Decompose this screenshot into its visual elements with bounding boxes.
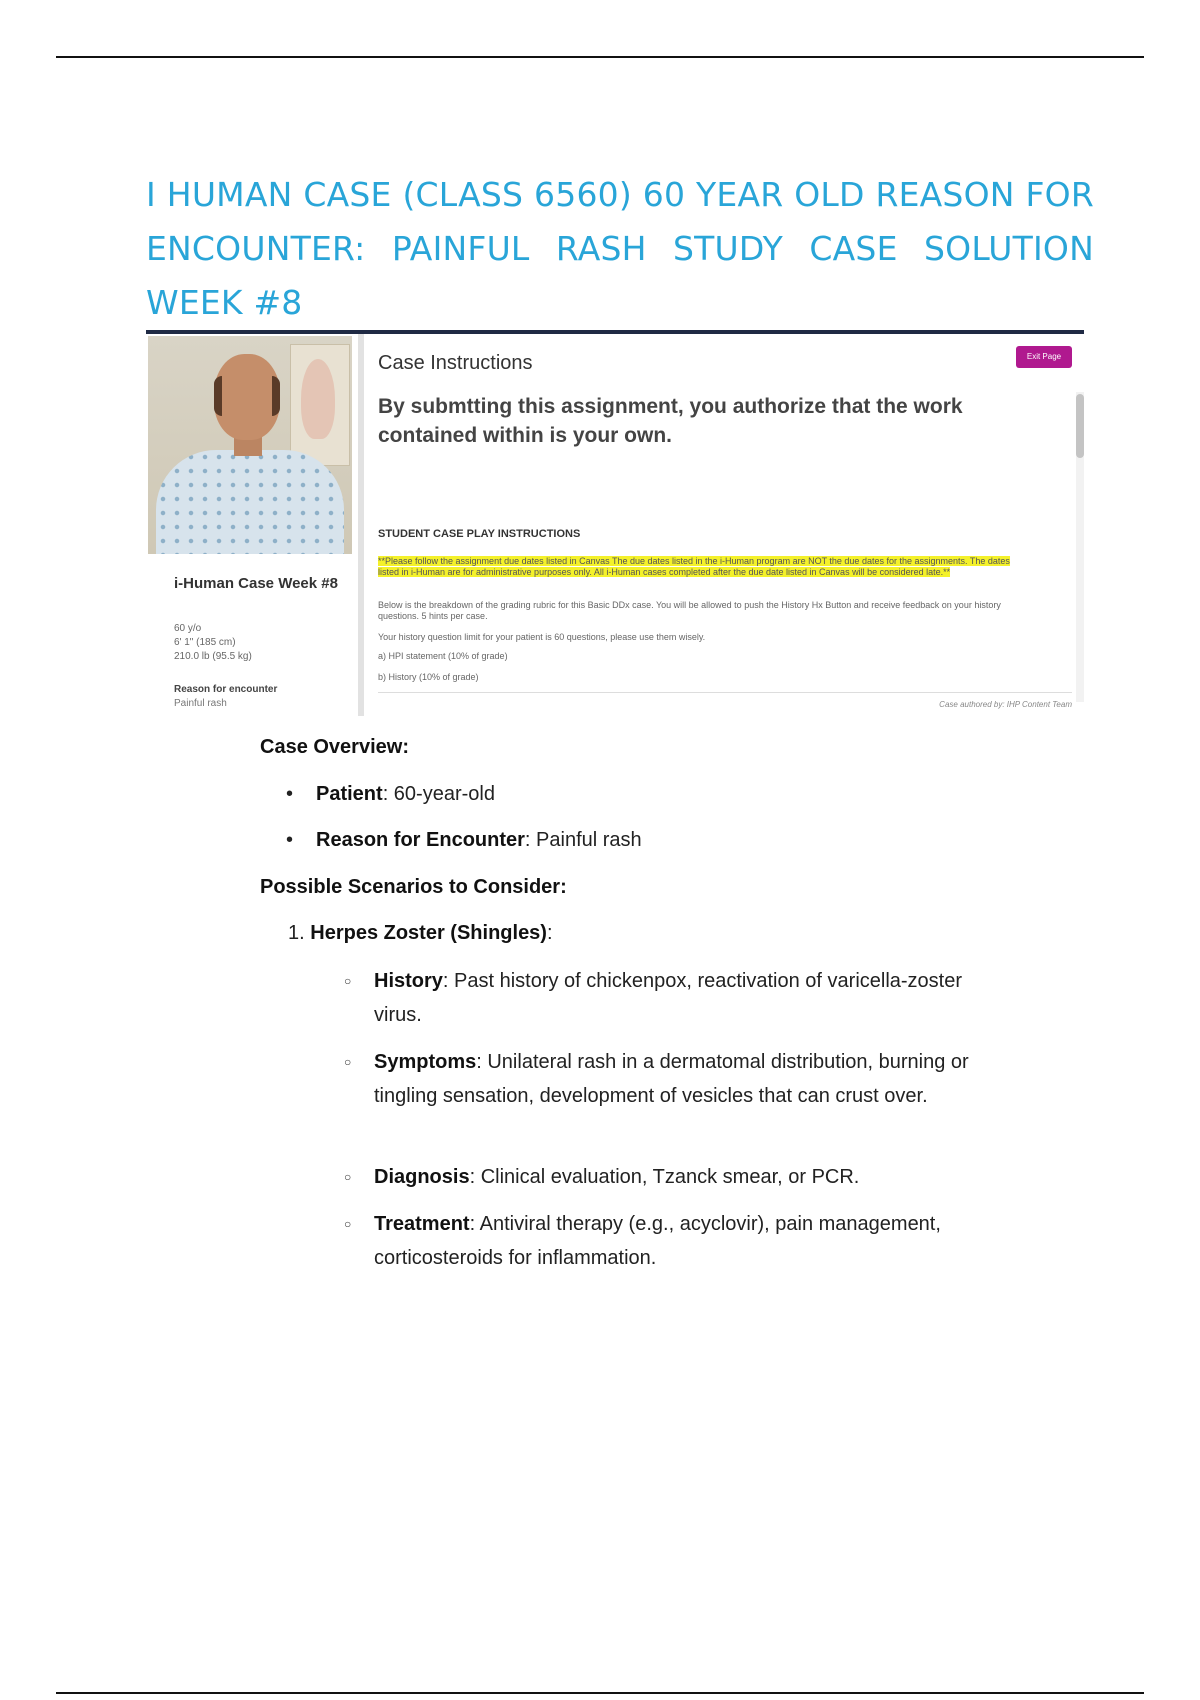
student-instructions-heading: STUDENT CASE PLAY INSTRUCTIONS — [378, 528, 581, 540]
reason-label: Reason for encounter — [174, 684, 278, 695]
authored-by: Case authored by: IHP Content Team — [939, 700, 1072, 709]
overview-value: : 60-year-old — [382, 783, 495, 805]
document-title: I HUMAN CASE (CLASS 6560) 60 YEAR OLD REASON FOR ENCOUNTER: PAINFUL RASH STUDY CASE SOLUTION WEEK #8 — [146, 175, 1094, 322]
detail-label: Treatment — [374, 1213, 470, 1235]
case-instructions-heading: Case Instructions — [378, 352, 533, 374]
scenario-name: Herpes Zoster (Shingles) — [310, 922, 547, 944]
panel-divider — [378, 692, 1072, 693]
detail-symptoms — [344, 1045, 994, 1113]
overview-label: Reason for Encounter — [316, 829, 525, 851]
circle-bullet-icon: ○ — [344, 1055, 352, 1069]
circle-bullet-icon: ○ — [344, 1217, 352, 1231]
overview-item-reason — [286, 829, 642, 852]
detail-label: History — [374, 970, 443, 992]
detail-value: : Clinical evaluation, Tzanck smear, or PCR. — [469, 1166, 860, 1188]
detail-value: : Unilateral rash in a dermatomal distribution, burning or tingling sensation, development of vesicles that can crust over. — [374, 1051, 969, 1107]
reason-value: Painful rash — [174, 698, 227, 709]
bullet-icon: • — [286, 829, 294, 851]
overview-label: Patient — [316, 783, 383, 805]
circle-bullet-icon: ○ — [344, 1170, 352, 1184]
bottom-rule — [56, 1692, 1144, 1694]
instructions-panel — [364, 334, 1084, 716]
scenario-item — [288, 922, 553, 945]
patient-height: 6' 1" (185 cm) — [174, 637, 236, 648]
hpi-grade-text: a) HPI statement (10% of grade) — [378, 651, 508, 661]
scenario-number: 1. — [288, 922, 305, 944]
grading-rubric-text: Below is the breakdown of the grading rubric for this Basic DDx case. You will be allowed to push the History Hx Button and receive feedback on your history questions. 5 hints per case. — [378, 600, 1001, 621]
exit-page-button[interactable]: Exit Page — [1016, 346, 1072, 368]
scrollbar-thumb[interactable] — [1076, 394, 1084, 458]
scenarios-heading: Possible Scenarios to Consider: — [260, 876, 567, 898]
circle-bullet-icon: ○ — [344, 974, 352, 988]
anatomy-poster — [290, 344, 350, 466]
detail-value: : Antiviral therapy (e.g., acyclovir), pain management, corticosteroids for inflammation. — [374, 1213, 941, 1269]
patient-hair — [214, 376, 280, 416]
case-name: i-Human Case Week #8 — [174, 575, 338, 592]
case-screenshot — [146, 330, 1084, 716]
detail-history — [344, 964, 994, 1032]
authorize-statement: By submtting this assignment, you authorize that the work contained within is your own. — [378, 395, 963, 447]
history-grade-text: b) History (10% of grade) — [378, 672, 479, 682]
due-date-notice — [378, 556, 1018, 578]
patient-age: 60 y/o — [174, 623, 202, 634]
patient-panel — [146, 334, 364, 716]
top-rule — [56, 56, 1144, 58]
detail-label: Symptoms — [374, 1051, 477, 1073]
overview-item-patient — [286, 783, 495, 806]
patient-photo — [148, 336, 352, 554]
overview-value: : Painful rash — [524, 829, 642, 851]
question-limit-text: Your history question limit for your patient is 60 questions, please use them wisely. — [378, 632, 706, 642]
bullet-icon: • — [286, 783, 294, 805]
case-overview-heading: Case Overview: — [260, 736, 409, 758]
patient-gown — [156, 450, 344, 554]
detail-diagnosis — [344, 1160, 994, 1194]
patient-vitals — [174, 622, 252, 664]
detail-label: Diagnosis — [374, 1166, 470, 1188]
patient-weight: 210.0 lb (95.5 kg) — [174, 651, 252, 662]
detail-value: : Past history of chickenpox, reactivation of varicella-zoster virus. — [374, 970, 963, 1026]
detail-treatment — [344, 1207, 994, 1275]
scenario-name-suffix: : — [546, 922, 553, 944]
due-date-notice-text: **Please follow the assignment due dates listed in Canvas The due dates listed in the i-Human program are NOT the due dates for the assignments. The dates listed in i-Human are for administrative purposes only. All i-Human cases completed after the due date listed in Canvas will be considered late.** — [378, 556, 1010, 577]
